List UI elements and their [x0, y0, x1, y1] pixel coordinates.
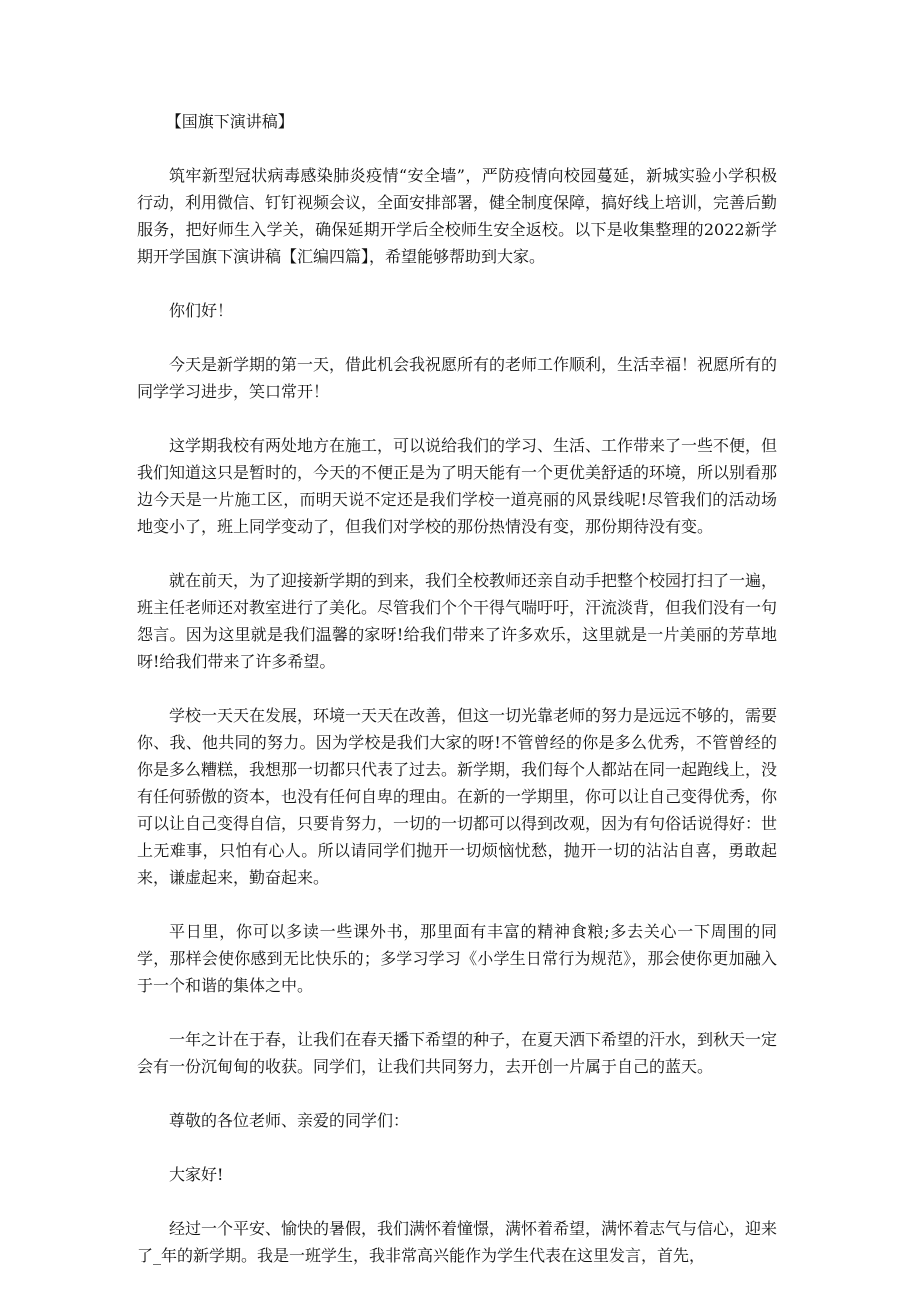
paragraph: 今天是新学期的第一天，借此机会我祝愿所有的老师工作顺利，生活幸福！祝愿所有的同学学习进步，笑口常开！	[137, 355, 778, 401]
paragraph-greeting: 你们好！	[169, 301, 234, 320]
paragraph-salutation: 尊敬的各位老师、亲爱的同学们：	[169, 1111, 410, 1130]
paragraph: 一年之计在于春，让我们在春天播下希望的种子，在夏天洒下希望的汗水，到秋天一定会有一份沉甸甸的收获。同学们，让我们共同努力，去开创一片属于自己的蓝天。	[137, 1030, 778, 1076]
paragraph-greeting: 大家好!	[169, 1165, 224, 1184]
paragraph-intro: 筑牢新型冠状病毒感染肺炎疫情“安全墙”，严防疫情向校园蔓延，新城实验小学积极行动，利用微信、钉钉视频会议，全面安排部署，健全制度保障，搞好线上培训，完善后勤服务，把好师生入学关，确保延期开学后全校师生安全返校。以下是收集整理的2022新学期开学国旗下演讲稿【汇编四篇】，希望能够帮助到大家。	[137, 166, 778, 266]
document-body	[137, 108, 777, 1296]
document-title: 【国旗下演讲稿】	[165, 112, 294, 131]
paragraph: 就在前天，为了迎接新学期的到来，我们全校教师还亲自动手把整个校园打扫了一遍，班主任老师还对教室进行了美化。尽管我们个个干得气喘吁吁，汗流淡背，但我们没有一句怨言。因为这里就是我们温馨的家呀!给我们带来了许多欢乐，这里就是一片美丽的芳草地呀!给我们带来了许多希望。	[137, 571, 778, 671]
paragraph: 平日里，你可以多读一些课外书，那里面有丰富的精神食粮;多去关心一下周围的同学，那样会使你感到无比快乐的；多学习学习《小学生日常行为规范》，那会使你更加融入于一个和谐的集体之中。	[137, 922, 777, 995]
paragraph: 学校一天天在发展，环境一天天在改善，但这一切光靠老师的努力是远远不够的，需要你、我、他共同的努力。因为学校是我们大家的呀!不管曾经的你是多么优秀，不管曾经的你是多么糟糕，我想那一切都只代表了过去。新学期，我们每个人都站在同一起跑线上，没有任何骄傲的资本，也没有任何自卑的理由。在新的一学期里，你可以让自己变得优秀，你可以让自己变得自信，只要肯努力，一切的一切都可以得到改观，因为有句俗话说得好：世上无难事，只怕有心人。所以请同学们抛开一切烦恼忧愁，抛开一切的沾沾自喜，勇敢起来，谦虚起来，勤奋起来。	[137, 706, 778, 887]
paragraph: 这学期我校有两处地方在施工，可以说给我们的学习、生活、工作带来了一些不便，但我们知道这只是暂时的，今天的不便正是为了明天能有一个更优美舒适的环境，所以别看那边今天是一片施工区，而明天说不定还是我们学校一道亮丽的风景线呢!尽管我们的活动场地变小了，班上同学变动了，但我们对学校的那份热情没有变，那份期待没有变。	[137, 436, 778, 536]
paragraph: 经过一个平安、愉快的暑假，我们满怀着憧憬，满怀着希望，满怀着志气与信心，迎来了_年的新学期。我是一班学生，我非常高兴能作为学生代表在这里发言，首先，	[137, 1219, 778, 1265]
